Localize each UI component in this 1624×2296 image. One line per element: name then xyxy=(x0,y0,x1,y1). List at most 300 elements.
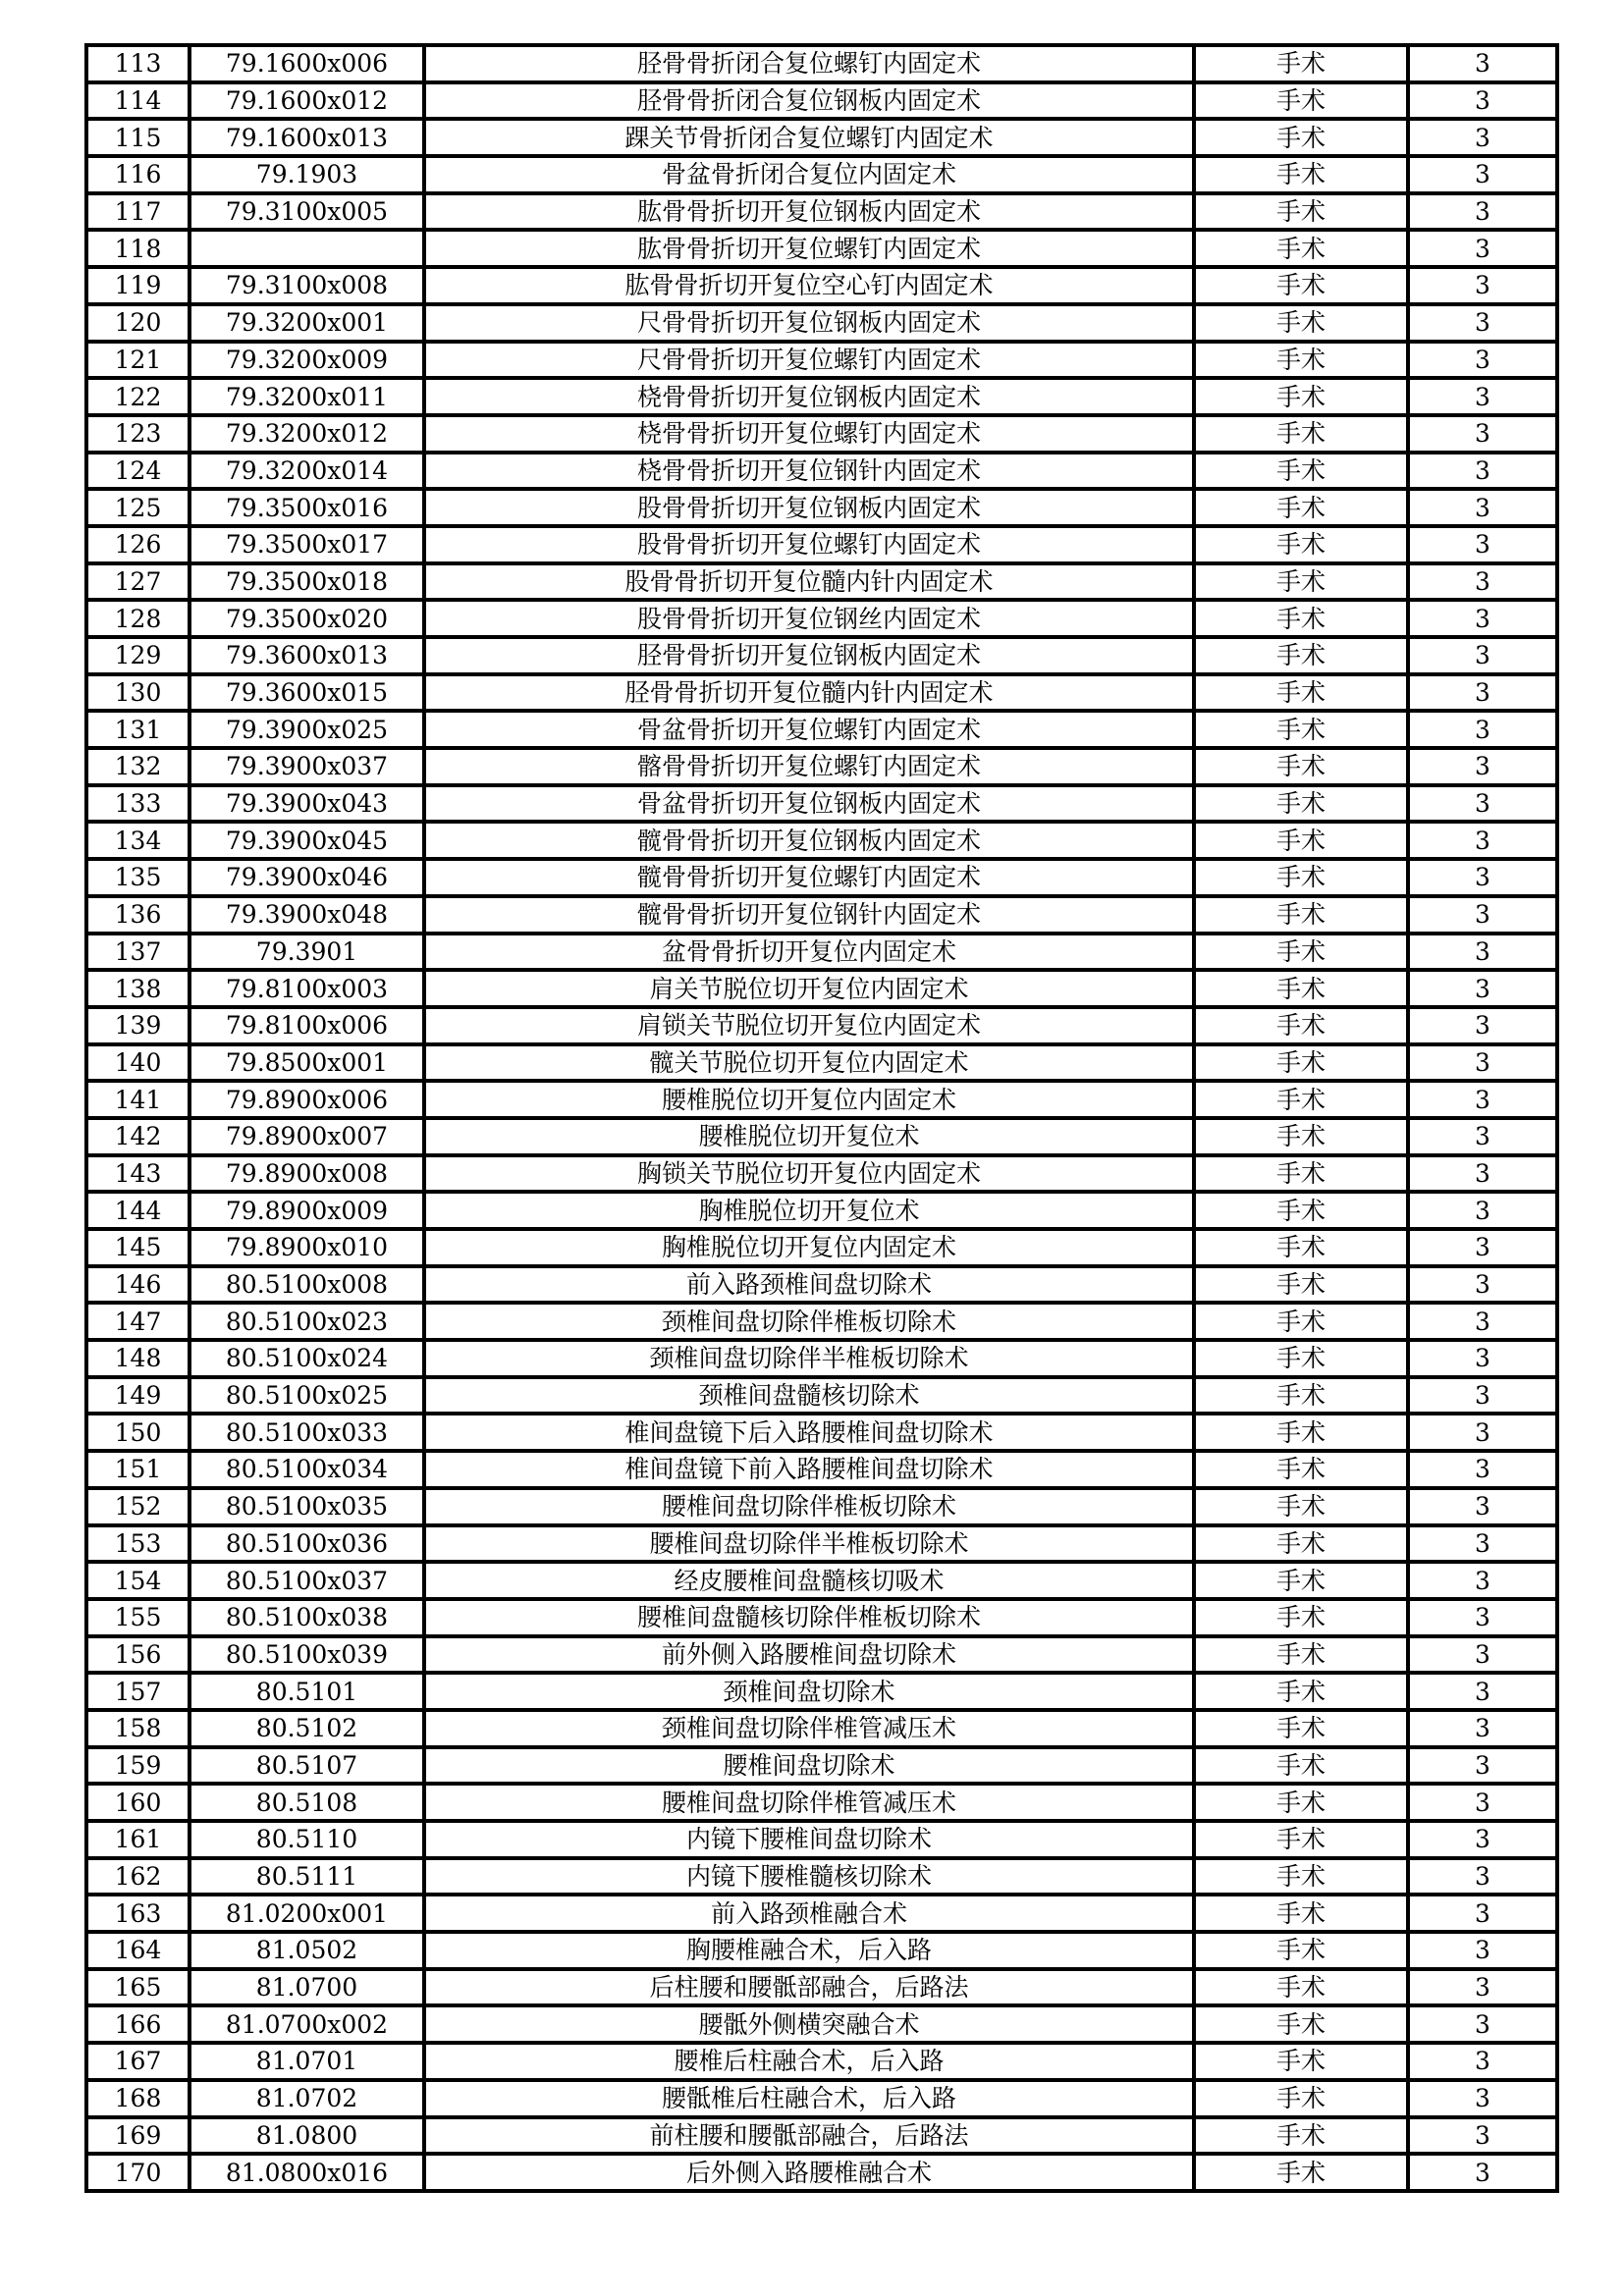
table-row xyxy=(86,674,1557,712)
row-number-cell: 129 xyxy=(86,637,189,674)
score-cell: 3 xyxy=(1408,1007,1557,1044)
category-cell: 手术 xyxy=(1194,748,1408,785)
category-cell: 手术 xyxy=(1194,1747,1408,1785)
score-cell: 3 xyxy=(1408,1562,1557,1599)
category-cell: 手术 xyxy=(1194,896,1408,934)
code-cell: 80.5111 xyxy=(189,1858,424,1896)
category-cell: 手术 xyxy=(1194,970,1408,1007)
row-number-cell: 146 xyxy=(86,1266,189,1304)
category-cell: 手术 xyxy=(1194,1229,1408,1266)
table-row xyxy=(86,1562,1557,1599)
score-cell: 3 xyxy=(1408,1229,1557,1266)
procedure-name-cell: 经皮腰椎间盘髓核切吸术 xyxy=(424,1562,1194,1599)
score-cell: 3 xyxy=(1408,2154,1557,2191)
score-cell: 3 xyxy=(1408,1192,1557,1229)
procedure-name-cell: 腰骶椎后柱融合术，后入路 xyxy=(424,2080,1194,2117)
category-cell: 手术 xyxy=(1194,230,1408,267)
table-row xyxy=(86,785,1557,823)
score-cell: 3 xyxy=(1408,711,1557,748)
table-row xyxy=(86,1488,1557,1525)
category-cell: 手术 xyxy=(1194,1784,1408,1821)
category-cell: 手术 xyxy=(1194,489,1408,526)
score-cell: 3 xyxy=(1408,2005,1557,2043)
table-row xyxy=(86,896,1557,934)
table-row xyxy=(86,489,1557,526)
table-row xyxy=(86,342,1557,379)
code-cell: 79.3200x012 xyxy=(189,415,424,453)
row-number-cell: 114 xyxy=(86,82,189,120)
procedure-name-cell: 桡骨骨折切开复位钢针内固定术 xyxy=(424,453,1194,490)
code-cell: 81.0800x016 xyxy=(189,2154,424,2191)
procedure-table xyxy=(84,43,1559,2193)
category-cell: 手术 xyxy=(1194,193,1408,231)
code-cell: 79.3900x025 xyxy=(189,711,424,748)
procedure-name-cell: 桡骨骨折切开复位螺钉内固定术 xyxy=(424,415,1194,453)
row-number-cell: 130 xyxy=(86,674,189,712)
procedure-name-cell: 颈椎间盘切除伴椎板切除术 xyxy=(424,1303,1194,1340)
table-row xyxy=(86,378,1557,415)
procedure-name-cell: 前柱腰和腰骶部融合，后路法 xyxy=(424,2117,1194,2155)
row-number-cell: 131 xyxy=(86,711,189,748)
category-cell: 手术 xyxy=(1194,2117,1408,2155)
procedure-name-cell: 腰椎间盘切除伴椎板切除术 xyxy=(424,1488,1194,1525)
score-cell: 3 xyxy=(1408,1895,1557,1932)
row-number-cell: 144 xyxy=(86,1192,189,1229)
category-cell: 手术 xyxy=(1194,342,1408,379)
table-row xyxy=(86,711,1557,748)
score-cell: 3 xyxy=(1408,1636,1557,1674)
table-row xyxy=(86,1377,1557,1415)
procedure-name-cell: 椎间盘镜下前入路腰椎间盘切除术 xyxy=(424,1451,1194,1488)
score-cell: 3 xyxy=(1408,1414,1557,1451)
row-number-cell: 147 xyxy=(86,1303,189,1340)
score-cell: 3 xyxy=(1408,1784,1557,1821)
table-row xyxy=(86,1710,1557,1747)
score-cell: 3 xyxy=(1408,1599,1557,1636)
procedure-name-cell: 胫骨骨折切开复位钢板内固定术 xyxy=(424,637,1194,674)
table-row xyxy=(86,82,1557,120)
row-number-cell: 170 xyxy=(86,2154,189,2191)
category-cell: 手术 xyxy=(1194,711,1408,748)
row-number-cell: 141 xyxy=(86,1081,189,1118)
category-cell: 手术 xyxy=(1194,1340,1408,1377)
category-cell: 手术 xyxy=(1194,415,1408,453)
row-number-cell: 116 xyxy=(86,156,189,193)
table-row xyxy=(86,2005,1557,2043)
category-cell: 手术 xyxy=(1194,1488,1408,1525)
procedure-name-cell: 股骨骨折切开复位钢板内固定术 xyxy=(424,489,1194,526)
code-cell: 81.0700x002 xyxy=(189,2005,424,2043)
procedure-name-cell: 胸腰椎融合术，后入路 xyxy=(424,1932,1194,1969)
procedure-name-cell: 内镜下腰椎髓核切除术 xyxy=(424,1858,1194,1896)
table-row xyxy=(86,415,1557,453)
score-cell: 3 xyxy=(1408,822,1557,859)
code-cell: 79.3200x011 xyxy=(189,378,424,415)
row-number-cell: 163 xyxy=(86,1895,189,1932)
score-cell: 3 xyxy=(1408,526,1557,563)
row-number-cell: 142 xyxy=(86,1118,189,1155)
procedure-name-cell: 桡骨骨折切开复位钢板内固定术 xyxy=(424,378,1194,415)
score-cell: 3 xyxy=(1408,674,1557,712)
score-cell: 3 xyxy=(1408,1858,1557,1896)
table-row xyxy=(86,230,1557,267)
category-cell: 手术 xyxy=(1194,2080,1408,2117)
score-cell: 3 xyxy=(1408,1488,1557,1525)
table-row xyxy=(86,526,1557,563)
procedure-name-cell: 腰椎间盘切除伴半椎板切除术 xyxy=(424,1525,1194,1563)
procedure-name-cell: 后外侧入路腰椎融合术 xyxy=(424,2154,1194,2191)
category-cell: 手术 xyxy=(1194,82,1408,120)
score-cell: 3 xyxy=(1408,859,1557,896)
score-cell: 3 xyxy=(1408,1932,1557,1969)
category-cell: 手术 xyxy=(1194,1192,1408,1229)
row-number-cell: 134 xyxy=(86,822,189,859)
category-cell: 手术 xyxy=(1194,934,1408,971)
category-cell: 手术 xyxy=(1194,304,1408,342)
score-cell: 3 xyxy=(1408,193,1557,231)
procedure-name-cell: 髂骨骨折切开复位螺钉内固定术 xyxy=(424,748,1194,785)
category-cell: 手术 xyxy=(1194,563,1408,601)
code-cell: 80.5100x008 xyxy=(189,1266,424,1304)
table-row xyxy=(86,637,1557,674)
code-cell: 79.3600x015 xyxy=(189,674,424,712)
row-number-cell: 161 xyxy=(86,1821,189,1858)
score-cell: 3 xyxy=(1408,1673,1557,1710)
table-row xyxy=(86,1192,1557,1229)
score-cell: 3 xyxy=(1408,2117,1557,2155)
category-cell: 手术 xyxy=(1194,600,1408,637)
row-number-cell: 120 xyxy=(86,304,189,342)
category-cell: 手术 xyxy=(1194,1377,1408,1415)
procedure-name-cell: 腰椎间盘髓核切除伴椎板切除术 xyxy=(424,1599,1194,1636)
row-number-cell: 137 xyxy=(86,934,189,971)
score-cell: 3 xyxy=(1408,1377,1557,1415)
row-number-cell: 152 xyxy=(86,1488,189,1525)
row-number-cell: 140 xyxy=(86,1044,189,1082)
score-cell: 3 xyxy=(1408,1155,1557,1193)
code-cell: 81.0702 xyxy=(189,2080,424,2117)
score-cell: 3 xyxy=(1408,896,1557,934)
procedure-name-cell: 踝关节骨折闭合复位螺钉内固定术 xyxy=(424,119,1194,156)
code-cell: 79.3500x020 xyxy=(189,600,424,637)
row-number-cell: 126 xyxy=(86,526,189,563)
score-cell: 3 xyxy=(1408,1303,1557,1340)
procedure-name-cell: 胫骨骨折切开复位髓内针内固定术 xyxy=(424,674,1194,712)
table-row xyxy=(86,1525,1557,1563)
table-row xyxy=(86,1969,1557,2006)
code-cell: 79.8900x009 xyxy=(189,1192,424,1229)
table-row xyxy=(86,1007,1557,1044)
code-cell: 79.8100x003 xyxy=(189,970,424,1007)
code-cell: 79.8900x007 xyxy=(189,1118,424,1155)
row-number-cell: 124 xyxy=(86,453,189,490)
procedure-name-cell: 髋骨骨折切开复位钢针内固定术 xyxy=(424,896,1194,934)
table-row xyxy=(86,822,1557,859)
category-cell: 手术 xyxy=(1194,1303,1408,1340)
table-row xyxy=(86,119,1557,156)
row-number-cell: 151 xyxy=(86,1451,189,1488)
score-cell: 3 xyxy=(1408,785,1557,823)
row-number-cell: 165 xyxy=(86,1969,189,2006)
procedure-name-cell: 胫骨骨折闭合复位螺钉内固定术 xyxy=(424,45,1194,82)
table-row xyxy=(86,1081,1557,1118)
score-cell: 3 xyxy=(1408,82,1557,120)
table-row xyxy=(86,1932,1557,1969)
row-number-cell: 160 xyxy=(86,1784,189,1821)
code-cell: 79.3900x043 xyxy=(189,785,424,823)
procedure-name-cell: 肱骨骨折切开复位钢板内固定术 xyxy=(424,193,1194,231)
procedure-name-cell: 股骨骨折切开复位钢丝内固定术 xyxy=(424,600,1194,637)
procedure-name-cell: 椎间盘镜下后入路腰椎间盘切除术 xyxy=(424,1414,1194,1451)
code-cell: 80.5100x023 xyxy=(189,1303,424,1340)
table-row xyxy=(86,1784,1557,1821)
procedure-name-cell: 前入路颈椎融合术 xyxy=(424,1895,1194,1932)
table-row xyxy=(86,934,1557,971)
category-cell: 手术 xyxy=(1194,859,1408,896)
category-cell: 手术 xyxy=(1194,822,1408,859)
score-cell: 3 xyxy=(1408,119,1557,156)
code-cell: 80.5102 xyxy=(189,1710,424,1747)
category-cell: 手术 xyxy=(1194,785,1408,823)
score-cell: 3 xyxy=(1408,600,1557,637)
code-cell: 79.3200x009 xyxy=(189,342,424,379)
procedure-name-cell: 髋骨骨折切开复位钢板内固定术 xyxy=(424,822,1194,859)
table-row xyxy=(86,1636,1557,1674)
row-number-cell: 167 xyxy=(86,2043,189,2080)
code-cell: 80.5107 xyxy=(189,1747,424,1785)
procedure-name-cell: 颈椎间盘切除伴半椎板切除术 xyxy=(424,1340,1194,1377)
procedure-name-cell: 腰椎脱位切开复位内固定术 xyxy=(424,1081,1194,1118)
table-row xyxy=(86,1451,1557,1488)
row-number-cell: 118 xyxy=(86,230,189,267)
procedure-name-cell: 肱骨骨折切开复位螺钉内固定术 xyxy=(424,230,1194,267)
category-cell: 手术 xyxy=(1194,1118,1408,1155)
row-number-cell: 157 xyxy=(86,1673,189,1710)
code-cell: 80.5100x033 xyxy=(189,1414,424,1451)
table-row xyxy=(86,2080,1557,2117)
procedure-table-body xyxy=(86,45,1557,2191)
row-number-cell: 117 xyxy=(86,193,189,231)
table-row xyxy=(86,193,1557,231)
code-cell: 79.8900x008 xyxy=(189,1155,424,1193)
table-row xyxy=(86,1266,1557,1304)
row-number-cell: 162 xyxy=(86,1858,189,1896)
code-cell: 79.1600x012 xyxy=(189,82,424,120)
row-number-cell: 127 xyxy=(86,563,189,601)
procedure-name-cell: 前入路颈椎间盘切除术 xyxy=(424,1266,1194,1304)
code-cell: 80.5100x037 xyxy=(189,1562,424,1599)
code-cell: 79.8100x006 xyxy=(189,1007,424,1044)
score-cell: 3 xyxy=(1408,453,1557,490)
score-cell: 3 xyxy=(1408,2080,1557,2117)
score-cell: 3 xyxy=(1408,45,1557,82)
table-row xyxy=(86,1303,1557,1340)
code-cell: 79.3100x008 xyxy=(189,267,424,304)
score-cell: 3 xyxy=(1408,415,1557,453)
table-row xyxy=(86,563,1557,601)
row-number-cell: 153 xyxy=(86,1525,189,1563)
procedure-name-cell: 髋关节脱位切开复位内固定术 xyxy=(424,1044,1194,1082)
procedure-name-cell: 颈椎间盘切除伴椎管减压术 xyxy=(424,1710,1194,1747)
row-number-cell: 123 xyxy=(86,415,189,453)
category-cell: 手术 xyxy=(1194,119,1408,156)
procedure-name-cell: 尺骨骨折切开复位螺钉内固定术 xyxy=(424,342,1194,379)
score-cell: 3 xyxy=(1408,156,1557,193)
table-row xyxy=(86,267,1557,304)
procedure-name-cell: 骨盆骨折切开复位螺钉内固定术 xyxy=(424,711,1194,748)
score-cell: 3 xyxy=(1408,1266,1557,1304)
row-number-cell: 133 xyxy=(86,785,189,823)
score-cell: 3 xyxy=(1408,1044,1557,1082)
score-cell: 3 xyxy=(1408,1747,1557,1785)
score-cell: 3 xyxy=(1408,489,1557,526)
procedure-name-cell: 腰椎后柱融合术，后入路 xyxy=(424,2043,1194,2080)
row-number-cell: 132 xyxy=(86,748,189,785)
row-number-cell: 156 xyxy=(86,1636,189,1674)
category-cell: 手术 xyxy=(1194,1562,1408,1599)
table-row xyxy=(86,156,1557,193)
procedure-name-cell: 腰椎间盘切除术 xyxy=(424,1747,1194,1785)
table-row xyxy=(86,1044,1557,1082)
row-number-cell: 168 xyxy=(86,2080,189,2117)
procedure-name-cell: 前外侧入路腰椎间盘切除术 xyxy=(424,1636,1194,1674)
code-cell: 81.0701 xyxy=(189,2043,424,2080)
procedure-name-cell: 腰椎脱位切开复位术 xyxy=(424,1118,1194,1155)
row-number-cell: 149 xyxy=(86,1377,189,1415)
procedure-name-cell: 股骨骨折切开复位螺钉内固定术 xyxy=(424,526,1194,563)
procedure-name-cell: 肱骨骨折切开复位空心钉内固定术 xyxy=(424,267,1194,304)
score-cell: 3 xyxy=(1408,267,1557,304)
table-row xyxy=(86,2154,1557,2191)
category-cell: 手术 xyxy=(1194,1636,1408,1674)
code-cell: 81.0502 xyxy=(189,1932,424,1969)
category-cell: 手术 xyxy=(1194,1599,1408,1636)
row-number-cell: 115 xyxy=(86,119,189,156)
score-cell: 3 xyxy=(1408,342,1557,379)
score-cell: 3 xyxy=(1408,1821,1557,1858)
category-cell: 手术 xyxy=(1194,1007,1408,1044)
row-number-cell: 119 xyxy=(86,267,189,304)
procedure-name-cell: 颈椎间盘髓核切除术 xyxy=(424,1377,1194,1415)
code-cell: 79.8900x006 xyxy=(189,1081,424,1118)
category-cell: 手术 xyxy=(1194,526,1408,563)
score-cell: 3 xyxy=(1408,1525,1557,1563)
row-number-cell: 113 xyxy=(86,45,189,82)
category-cell: 手术 xyxy=(1194,1414,1408,1451)
code-cell: 79.3900x037 xyxy=(189,748,424,785)
category-cell: 手术 xyxy=(1194,1266,1408,1304)
category-cell: 手术 xyxy=(1194,674,1408,712)
table-row xyxy=(86,1599,1557,1636)
code-cell: 81.0700 xyxy=(189,1969,424,2006)
score-cell: 3 xyxy=(1408,748,1557,785)
code-cell: 79.3901 xyxy=(189,934,424,971)
table-row xyxy=(86,304,1557,342)
table-row xyxy=(86,45,1557,82)
code-cell: 79.1600x013 xyxy=(189,119,424,156)
procedure-name-cell: 髋骨骨折切开复位螺钉内固定术 xyxy=(424,859,1194,896)
row-number-cell: 138 xyxy=(86,970,189,1007)
category-cell: 手术 xyxy=(1194,2043,1408,2080)
category-cell: 手术 xyxy=(1194,1932,1408,1969)
row-number-cell: 125 xyxy=(86,489,189,526)
table-row xyxy=(86,1414,1557,1451)
row-number-cell: 158 xyxy=(86,1710,189,1747)
code-cell: 80.5108 xyxy=(189,1784,424,1821)
procedure-name-cell: 胸椎脱位切开复位内固定术 xyxy=(424,1229,1194,1266)
code-cell: 79.8900x010 xyxy=(189,1229,424,1266)
code-cell: 81.0200x001 xyxy=(189,1895,424,1932)
category-cell: 手术 xyxy=(1194,1451,1408,1488)
category-cell: 手术 xyxy=(1194,2005,1408,2043)
procedure-name-cell: 腰椎间盘切除伴椎管减压术 xyxy=(424,1784,1194,1821)
category-cell: 手术 xyxy=(1194,1969,1408,2006)
table-row xyxy=(86,453,1557,490)
score-cell: 3 xyxy=(1408,1969,1557,2006)
code-cell: 80.5100x035 xyxy=(189,1488,424,1525)
code-cell: 80.5100x025 xyxy=(189,1377,424,1415)
score-cell: 3 xyxy=(1408,1081,1557,1118)
row-number-cell: 135 xyxy=(86,859,189,896)
code-cell: 79.3900x045 xyxy=(189,822,424,859)
table-row xyxy=(86,859,1557,896)
table-row xyxy=(86,748,1557,785)
score-cell: 3 xyxy=(1408,970,1557,1007)
row-number-cell: 121 xyxy=(86,342,189,379)
category-cell: 手术 xyxy=(1194,637,1408,674)
category-cell: 手术 xyxy=(1194,2154,1408,2191)
table-row xyxy=(86,1340,1557,1377)
score-cell: 3 xyxy=(1408,230,1557,267)
category-cell: 手术 xyxy=(1194,1044,1408,1082)
row-number-cell: 150 xyxy=(86,1414,189,1451)
procedure-name-cell: 肩关节脱位切开复位内固定术 xyxy=(424,970,1194,1007)
category-cell: 手术 xyxy=(1194,1821,1408,1858)
code-cell: 79.3900x048 xyxy=(189,896,424,934)
table-row xyxy=(86,1821,1557,1858)
score-cell: 3 xyxy=(1408,563,1557,601)
table-row xyxy=(86,1673,1557,1710)
score-cell: 3 xyxy=(1408,1710,1557,1747)
table-row xyxy=(86,1155,1557,1193)
procedure-name-cell: 后柱腰和腰骶部融合，后路法 xyxy=(424,1969,1194,2006)
code-cell: 79.3500x018 xyxy=(189,563,424,601)
score-cell: 3 xyxy=(1408,1340,1557,1377)
procedure-name-cell: 股骨骨折切开复位髓内针内固定术 xyxy=(424,563,1194,601)
code-cell: 79.8500x001 xyxy=(189,1044,424,1082)
table-row xyxy=(86,970,1557,1007)
code-cell: 79.3900x046 xyxy=(189,859,424,896)
row-number-cell: 122 xyxy=(86,378,189,415)
category-cell: 手术 xyxy=(1194,1858,1408,1896)
table-row xyxy=(86,2043,1557,2080)
procedure-name-cell: 肩锁关节脱位切开复位内固定术 xyxy=(424,1007,1194,1044)
code-cell: 81.0800 xyxy=(189,2117,424,2155)
procedure-name-cell: 内镜下腰椎间盘切除术 xyxy=(424,1821,1194,1858)
procedure-name-cell: 胫骨骨折闭合复位钢板内固定术 xyxy=(424,82,1194,120)
row-number-cell: 155 xyxy=(86,1599,189,1636)
procedure-name-cell: 盆骨骨折切开复位内固定术 xyxy=(424,934,1194,971)
category-cell: 手术 xyxy=(1194,45,1408,82)
score-cell: 3 xyxy=(1408,1451,1557,1488)
score-cell: 3 xyxy=(1408,2043,1557,2080)
score-cell: 3 xyxy=(1408,1118,1557,1155)
code-cell: 80.5100x024 xyxy=(189,1340,424,1377)
table-row xyxy=(86,1895,1557,1932)
category-cell: 手术 xyxy=(1194,453,1408,490)
code-cell: 80.5110 xyxy=(189,1821,424,1858)
code-cell: 79.3100x005 xyxy=(189,193,424,231)
